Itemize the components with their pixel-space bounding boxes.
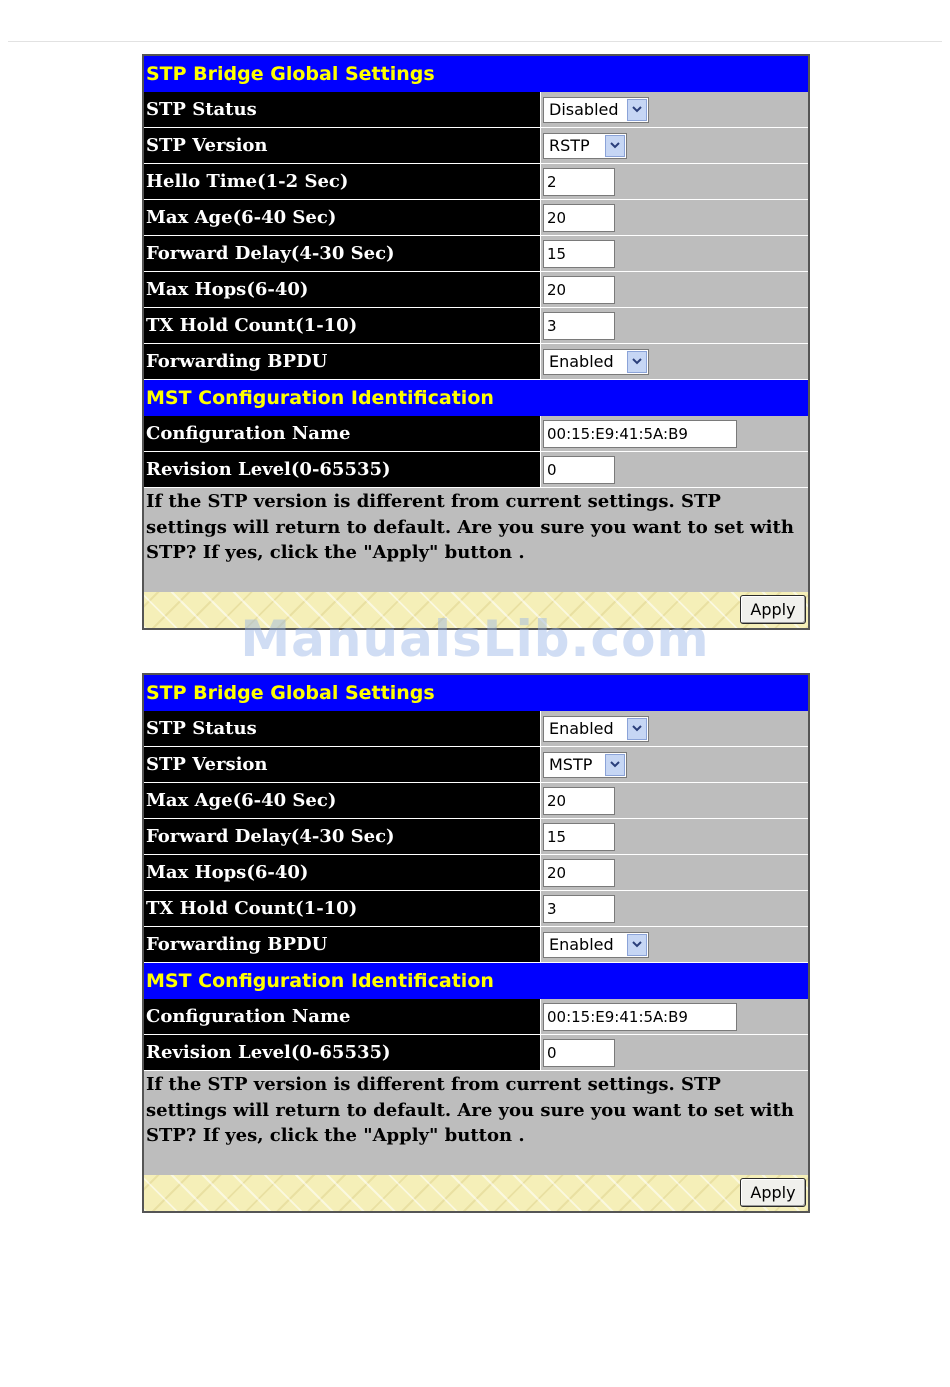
hello-time-label: Hello Time(1-2 Sec) bbox=[144, 164, 540, 199]
tx-hold-count-label: TX Hold Count(1-10) bbox=[144, 891, 540, 926]
configuration-name-label: Configuration Name bbox=[144, 999, 540, 1034]
stp-status-select[interactable] bbox=[543, 97, 649, 123]
configuration-name-label: Configuration Name bbox=[144, 416, 540, 451]
page-divider bbox=[8, 41, 942, 42]
revision-level-input[interactable]: 0 bbox=[543, 456, 615, 484]
stp-status-label: STP Status bbox=[144, 711, 540, 746]
forwarding-bpdu-row bbox=[144, 344, 808, 380]
forward-delay-input[interactable]: 15 bbox=[543, 823, 615, 851]
revision-level-row bbox=[144, 1035, 808, 1071]
hello-time-input[interactable]: 2 bbox=[543, 168, 615, 196]
stp-status-row bbox=[144, 92, 808, 128]
stp-version-row bbox=[144, 128, 808, 164]
max-age-label: Max Age(6-40 Sec) bbox=[144, 200, 540, 235]
form-footer bbox=[144, 1175, 808, 1211]
tx-hold-count-input[interactable]: 3 bbox=[543, 312, 615, 340]
apply-button[interactable]: Apply bbox=[740, 1178, 806, 1207]
stp-version-select[interactable] bbox=[543, 133, 627, 159]
stp-status-row bbox=[144, 711, 808, 747]
stp-version-row bbox=[144, 747, 808, 783]
tx-hold-count-input[interactable]: 3 bbox=[543, 895, 615, 923]
max-age-input[interactable]: 20 bbox=[543, 204, 615, 232]
forward-delay-label: Forward Delay(4-30 Sec) bbox=[144, 819, 540, 854]
forwarding-bpdu-label: Forwarding BPDU bbox=[144, 344, 540, 379]
max-hops-input[interactable]: 20 bbox=[543, 276, 615, 304]
chevron-down-icon[interactable] bbox=[627, 934, 647, 956]
chevron-down-icon[interactable] bbox=[627, 99, 647, 121]
configuration-name-row bbox=[144, 999, 808, 1035]
stp-settings-panel-mstp bbox=[142, 673, 810, 1213]
stp-version-value: RSTP bbox=[549, 136, 590, 155]
configuration-name-input[interactable]: 00:15:E9:41:5A:B9 bbox=[543, 420, 737, 448]
mst-configuration-identification-title: MST Configuration Identification bbox=[144, 380, 808, 416]
chevron-down-icon[interactable] bbox=[605, 135, 625, 157]
max-hops-label: Max Hops(6-40) bbox=[144, 855, 540, 890]
chevron-down-icon[interactable] bbox=[605, 754, 625, 776]
stp-version-label: STP Version bbox=[144, 128, 540, 163]
stp-version-warning-note: If the STP version is different from current settings. STP settings will return to default. Are you sure you want to set with STP? If yes, click the "Apply" button . bbox=[146, 491, 794, 563]
stp-version-warning-note: If the STP version is different from current settings. STP settings will return to default. Are you sure you want to set with STP? If yes, click the "Apply" button . bbox=[146, 1074, 794, 1146]
max-hops-input[interactable]: 20 bbox=[543, 859, 615, 887]
mst-configuration-identification-title: MST Configuration Identification bbox=[144, 963, 808, 999]
forwarding-bpdu-select[interactable] bbox=[543, 932, 649, 958]
stp-settings-panel-rstp bbox=[142, 54, 810, 630]
chevron-down-icon[interactable] bbox=[627, 718, 647, 740]
configuration-name-input[interactable]: 00:15:E9:41:5A:B9 bbox=[543, 1003, 737, 1031]
revision-level-label: Revision Level(0-65535) bbox=[144, 1035, 540, 1070]
configuration-name-row bbox=[144, 416, 808, 452]
forward-delay-input[interactable]: 15 bbox=[543, 240, 615, 268]
stp-version-value: MSTP bbox=[549, 755, 593, 774]
forward-delay-row bbox=[144, 819, 808, 855]
forward-delay-row bbox=[144, 236, 808, 272]
forwarding-bpdu-value: Enabled bbox=[549, 935, 614, 954]
stp-version-label: STP Version bbox=[144, 747, 540, 782]
stp-bridge-global-settings-title: STP Bridge Global Settings bbox=[144, 675, 808, 711]
apply-button[interactable]: Apply bbox=[740, 595, 806, 624]
forwarding-bpdu-row bbox=[144, 927, 808, 963]
tx-hold-count-row bbox=[144, 308, 808, 344]
max-hops-row bbox=[144, 272, 808, 308]
max-age-row bbox=[144, 783, 808, 819]
max-age-label: Max Age(6-40 Sec) bbox=[144, 783, 540, 818]
watermark: ManualsLib.com bbox=[240, 610, 710, 668]
revision-level-input[interactable]: 0 bbox=[543, 1039, 615, 1067]
stp-bridge-global-settings-title: STP Bridge Global Settings bbox=[144, 56, 808, 92]
stp-status-value: Enabled bbox=[549, 719, 614, 738]
stp-status-select[interactable] bbox=[543, 716, 649, 742]
form-footer bbox=[144, 592, 808, 628]
max-age-input[interactable]: 20 bbox=[543, 787, 615, 815]
forwarding-bpdu-value: Enabled bbox=[549, 352, 614, 371]
forward-delay-label: Forward Delay(4-30 Sec) bbox=[144, 236, 540, 271]
stp-version-select[interactable] bbox=[543, 752, 627, 778]
tx-hold-count-label: TX Hold Count(1-10) bbox=[144, 308, 540, 343]
revision-level-row bbox=[144, 452, 808, 488]
tx-hold-count-row bbox=[144, 891, 808, 927]
hello-time-row bbox=[144, 164, 808, 200]
forwarding-bpdu-label: Forwarding BPDU bbox=[144, 927, 540, 962]
max-hops-row bbox=[144, 855, 808, 891]
stp-status-label: STP Status bbox=[144, 92, 540, 127]
chevron-down-icon[interactable] bbox=[627, 351, 647, 373]
stp-status-value: Disabled bbox=[549, 100, 619, 119]
max-hops-label: Max Hops(6-40) bbox=[144, 272, 540, 307]
revision-level-label: Revision Level(0-65535) bbox=[144, 452, 540, 487]
max-age-row bbox=[144, 200, 808, 236]
forwarding-bpdu-select[interactable] bbox=[543, 349, 649, 375]
